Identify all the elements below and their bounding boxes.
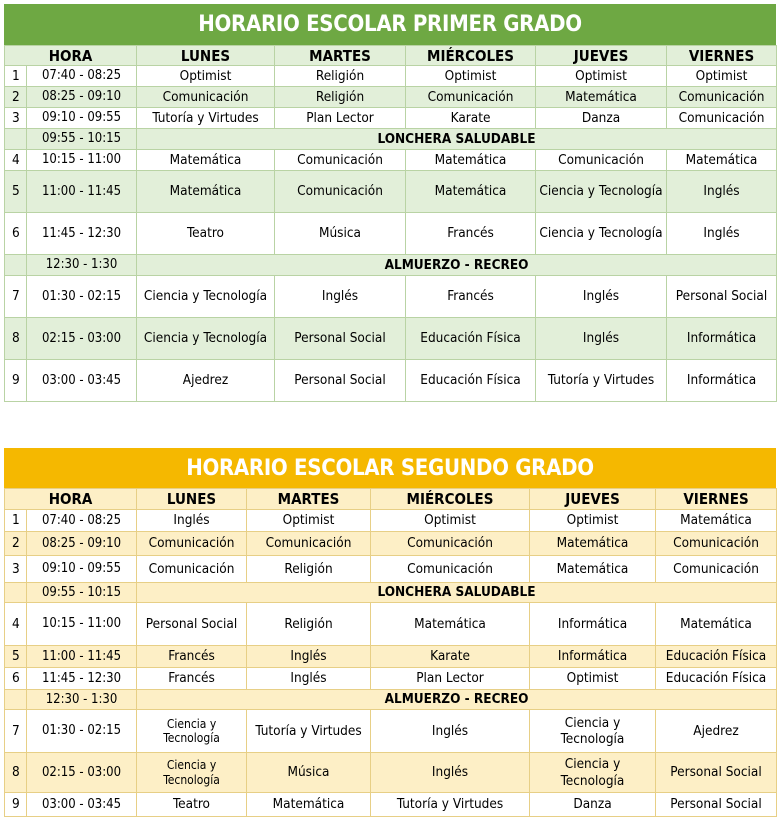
cell-jueves: Ciencia y Tecnología xyxy=(536,213,667,255)
table-row xyxy=(5,556,777,583)
time-slot: 12:30 - 1:30 xyxy=(27,255,137,276)
cell-miercoles: Plan Lector xyxy=(371,668,530,690)
cell-lunes: Ciencia y Tecnología xyxy=(137,753,247,793)
cell-viernes: Inglés xyxy=(667,213,777,255)
period-number: 1 xyxy=(5,510,27,532)
cell-jueves: Danza xyxy=(530,793,656,817)
table-row xyxy=(5,532,777,556)
schedule-segundo-grado xyxy=(4,448,776,817)
table-row xyxy=(5,668,777,690)
period-number: 4 xyxy=(5,603,27,646)
cell-jueves: Inglés xyxy=(536,318,667,360)
time-slot: 11:00 - 11:45 xyxy=(27,171,137,213)
time-slot: 09:10 - 09:55 xyxy=(27,556,137,583)
table-row xyxy=(5,603,777,646)
cell-viernes: Educación Física xyxy=(656,646,777,668)
table-row xyxy=(5,710,777,753)
cell-martes: Matemática xyxy=(247,793,371,817)
header-martes: MARTES xyxy=(247,489,371,510)
period-number: 7 xyxy=(5,276,27,318)
cell-lunes: Teatro xyxy=(137,793,247,817)
time-slot: 11:45 - 12:30 xyxy=(27,668,137,690)
cell-lunes: Francés xyxy=(137,646,247,668)
time-slot: 02:15 - 03:00 xyxy=(27,753,137,793)
cell-lunes: Tutoría y Virtudes xyxy=(137,108,275,129)
header-miercoles: MIÉRCOLES xyxy=(371,489,530,510)
break-row xyxy=(5,255,777,276)
period-number: 9 xyxy=(5,360,27,402)
cell-jueves: Inglés xyxy=(536,276,667,318)
cell-lunes: Comunicación xyxy=(137,87,275,108)
period-number: 1 xyxy=(5,66,27,87)
period-number: 2 xyxy=(5,532,27,556)
cell-viernes: Comunicación xyxy=(667,108,777,129)
cell-viernes: Comunicación xyxy=(667,87,777,108)
cell-jueves: Tutoría y Virtudes xyxy=(536,360,667,402)
cell-lunes: Inglés xyxy=(137,510,247,532)
time-slot: 08:25 - 09:10 xyxy=(27,87,137,108)
cell-miercoles: Educación Física xyxy=(406,318,536,360)
cell-martes: Comunicación xyxy=(275,150,406,171)
time-slot: 11:00 - 11:45 xyxy=(27,646,137,668)
cell-martes: Plan Lector xyxy=(275,108,406,129)
period-number: 3 xyxy=(5,556,27,583)
cell-viernes: Personal Social xyxy=(656,793,777,817)
cell-jueves: Ciencia y Tecnología xyxy=(530,753,656,793)
cell-viernes: Matemática xyxy=(656,510,777,532)
cell-viernes: Personal Social xyxy=(656,753,777,793)
cell-miercoles: Matemática xyxy=(406,150,536,171)
table-row xyxy=(5,66,777,87)
time-slot: 02:15 - 03:00 xyxy=(27,318,137,360)
cell-miercoles: Matemática xyxy=(371,603,530,646)
time-slot: 08:25 - 09:10 xyxy=(27,532,137,556)
period-number: 4 xyxy=(5,150,27,171)
cell-jueves: Optimist xyxy=(530,510,656,532)
cell-viernes: Comunicación xyxy=(656,556,777,583)
table-row xyxy=(5,510,777,532)
cell-lunes: Personal Social xyxy=(137,603,247,646)
cell-viernes: Ajedrez xyxy=(656,710,777,753)
header-viernes: VIERNES xyxy=(667,46,777,66)
cell-lunes: Comunicación xyxy=(137,556,247,583)
time-slot: 10:15 - 11:00 xyxy=(27,150,137,171)
cell-miercoles: Comunicación xyxy=(371,532,530,556)
cell-martes: Tutoría y Virtudes xyxy=(247,710,371,753)
schedule-title: HORARIO ESCOLAR PRIMER GRADO xyxy=(4,4,776,45)
cell-miercoles: Inglés xyxy=(371,753,530,793)
cell-viernes: Comunicación xyxy=(656,532,777,556)
cell-miercoles: Comunicación xyxy=(371,556,530,583)
period-number: 2 xyxy=(5,87,27,108)
table-row xyxy=(5,150,777,171)
period-number: 5 xyxy=(5,171,27,213)
time-slot: 03:00 - 03:45 xyxy=(27,360,137,402)
cell-jueves: Ciencia y Tecnología xyxy=(536,171,667,213)
table-row xyxy=(5,87,777,108)
period-number xyxy=(5,255,27,276)
period-number: 8 xyxy=(5,753,27,793)
header-viernes: VIERNES xyxy=(656,489,777,510)
table-row xyxy=(5,793,777,817)
cell-viernes: Informática xyxy=(667,318,777,360)
cell-martes: Música xyxy=(275,213,406,255)
cell-miercoles: Matemática xyxy=(406,171,536,213)
cell-jueves: Ciencia y Tecnología xyxy=(530,710,656,753)
table-row xyxy=(5,753,777,793)
cell-lunes: Comunicación xyxy=(137,532,247,556)
time-slot: 07:40 - 08:25 xyxy=(27,510,137,532)
period-number: 9 xyxy=(5,793,27,817)
cell-viernes: Educación Física xyxy=(656,668,777,690)
cell-martes: Inglés xyxy=(247,668,371,690)
cell-jueves: Matemática xyxy=(530,532,656,556)
cell-lunes: Francés xyxy=(137,668,247,690)
cell-lunes: Ciencia y Tecnología xyxy=(137,710,247,753)
cell-martes: Religión xyxy=(275,87,406,108)
time-slot: 12:30 - 1:30 xyxy=(27,690,137,710)
cell-lunes: Matemática xyxy=(137,150,275,171)
time-slot: 11:45 - 12:30 xyxy=(27,213,137,255)
cell-miercoles: Comunicación xyxy=(406,87,536,108)
header-hora: HORA xyxy=(5,489,137,510)
cell-lunes: Ciencia y Tecnología xyxy=(137,318,275,360)
cell-jueves: Comunicación xyxy=(536,150,667,171)
time-slot: 01:30 - 02:15 xyxy=(27,710,137,753)
schedule-title: HORARIO ESCOLAR SEGUNDO GRADO xyxy=(4,448,776,488)
cell-miercoles: Optimist xyxy=(406,66,536,87)
header-row xyxy=(5,46,777,66)
cell-martes: Personal Social xyxy=(275,318,406,360)
period-number: 6 xyxy=(5,668,27,690)
cell-jueves: Informática xyxy=(530,603,656,646)
cell-miercoles: Karate xyxy=(406,108,536,129)
cell-viernes: Matemática xyxy=(667,150,777,171)
table-row xyxy=(5,318,777,360)
cell-lunes: Optimist xyxy=(137,66,275,87)
time-slot: 07:40 - 08:25 xyxy=(27,66,137,87)
cell-martes: Optimist xyxy=(247,510,371,532)
break-row xyxy=(5,690,777,710)
table-row xyxy=(5,646,777,668)
header-row xyxy=(5,489,777,510)
cell-miercoles: Educación Física xyxy=(406,360,536,402)
cell-martes: Personal Social xyxy=(275,360,406,402)
time-slot: 10:15 - 11:00 xyxy=(27,603,137,646)
header-lunes: LUNES xyxy=(137,489,247,510)
period-number: 5 xyxy=(5,646,27,668)
period-number xyxy=(5,690,27,710)
header-hora: HORA xyxy=(5,46,137,66)
table-row xyxy=(5,171,777,213)
schedule-primer-grado xyxy=(4,4,776,402)
cell-miercoles: Francés xyxy=(406,276,536,318)
table-row xyxy=(5,213,777,255)
time-slot: 01:30 - 02:15 xyxy=(27,276,137,318)
time-slot: 09:10 - 09:55 xyxy=(27,108,137,129)
schedule-table xyxy=(4,488,777,817)
cell-miercoles: Karate xyxy=(371,646,530,668)
header-jueves: JUEVES xyxy=(530,489,656,510)
cell-viernes: Optimist xyxy=(667,66,777,87)
header-martes: MARTES xyxy=(275,46,406,66)
cell-martes: Comunicación xyxy=(275,171,406,213)
cell-jueves: Matemática xyxy=(536,87,667,108)
schedule-table xyxy=(4,45,777,402)
break-label: ALMUERZO - RECREO xyxy=(137,690,777,710)
time-slot: 03:00 - 03:45 xyxy=(27,793,137,817)
cell-martes: Religión xyxy=(275,66,406,87)
break-label: LONCHERA SALUDABLE xyxy=(137,129,777,150)
cell-viernes: Matemática xyxy=(656,603,777,646)
cell-lunes: Teatro xyxy=(137,213,275,255)
cell-martes: Inglés xyxy=(275,276,406,318)
table-row xyxy=(5,360,777,402)
cell-miercoles: Tutoría y Virtudes xyxy=(371,793,530,817)
cell-jueves: Optimist xyxy=(530,668,656,690)
cell-miercoles: Francés xyxy=(406,213,536,255)
cell-lunes: Ciencia y Tecnología xyxy=(137,276,275,318)
period-number xyxy=(5,583,27,603)
break-row xyxy=(5,129,777,150)
cell-viernes: Inglés xyxy=(667,171,777,213)
period-number: 3 xyxy=(5,108,27,129)
cell-martes: Religión xyxy=(247,556,371,583)
cell-miercoles: Inglés xyxy=(371,710,530,753)
break-label: ALMUERZO - RECREO xyxy=(137,255,777,276)
header-lunes: LUNES xyxy=(137,46,275,66)
cell-martes: Música xyxy=(247,753,371,793)
cell-viernes: Informática xyxy=(667,360,777,402)
period-number xyxy=(5,129,27,150)
cell-martes: Inglés xyxy=(247,646,371,668)
period-number: 6 xyxy=(5,213,27,255)
break-row xyxy=(5,583,777,603)
cell-lunes: Ajedrez xyxy=(137,360,275,402)
cell-jueves: Matemática xyxy=(530,556,656,583)
time-slot: 09:55 - 10:15 xyxy=(27,129,137,150)
break-label: LONCHERA SALUDABLE xyxy=(137,583,777,603)
table-row xyxy=(5,276,777,318)
time-slot: 09:55 - 10:15 xyxy=(27,583,137,603)
header-miercoles: MIÉRCOLES xyxy=(406,46,536,66)
cell-martes: Comunicación xyxy=(247,532,371,556)
table-row xyxy=(5,108,777,129)
header-jueves: JUEVES xyxy=(536,46,667,66)
cell-viernes: Personal Social xyxy=(667,276,777,318)
period-number: 7 xyxy=(5,710,27,753)
cell-jueves: Optimist xyxy=(536,66,667,87)
cell-martes: Religión xyxy=(247,603,371,646)
cell-lunes: Matemática xyxy=(137,171,275,213)
cell-miercoles: Optimist xyxy=(371,510,530,532)
period-number: 8 xyxy=(5,318,27,360)
cell-jueves: Danza xyxy=(536,108,667,129)
cell-jueves: Informática xyxy=(530,646,656,668)
